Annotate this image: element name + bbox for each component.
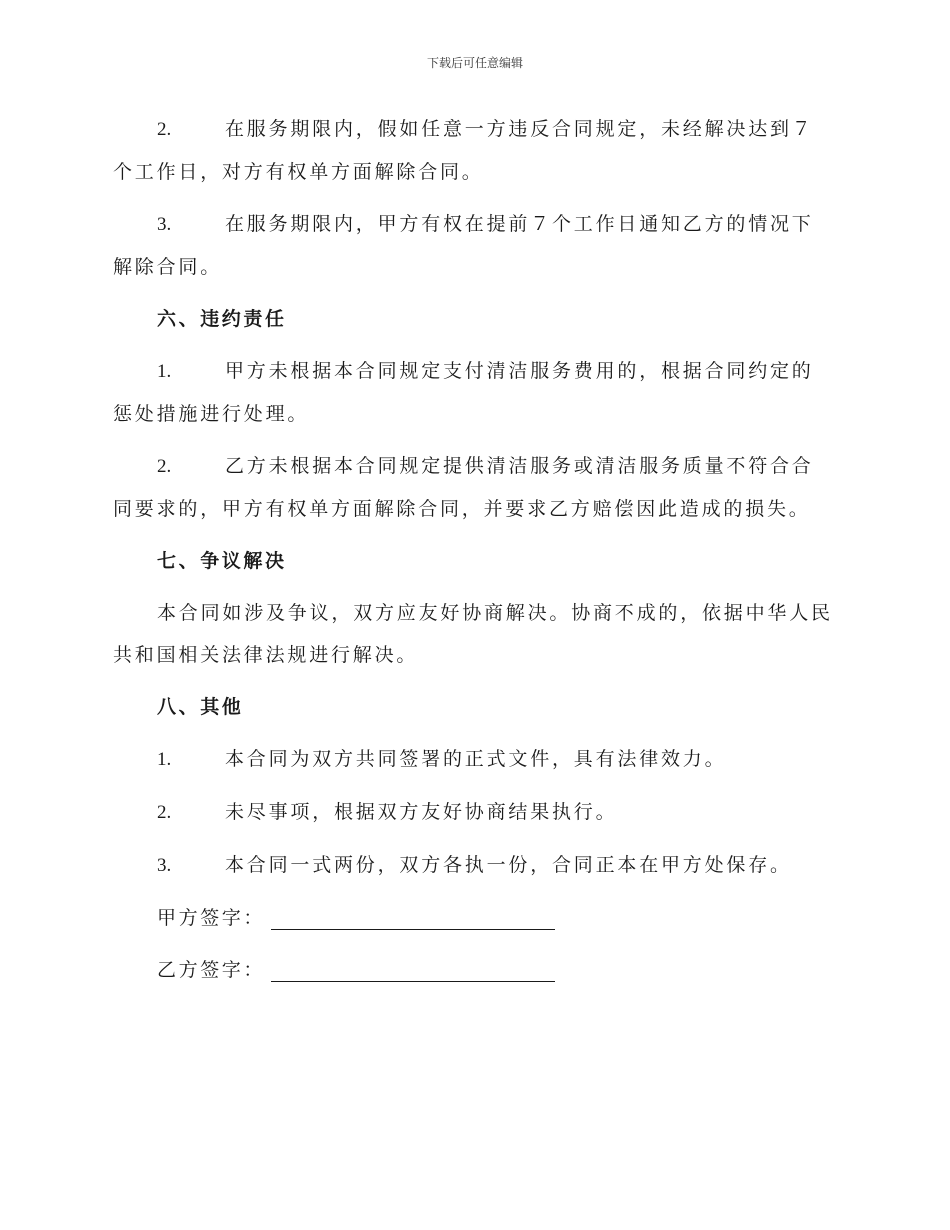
signature-line[interactable] xyxy=(271,959,555,982)
signature-line[interactable] xyxy=(271,907,555,930)
clause-text: 甲方未根据本合同规定支付清洁服务费用的，根据合同约定的惩处措施进行处理。 xyxy=(113,360,814,425)
page-header: 下载后可任意编辑 xyxy=(426,56,523,70)
signature-party-b xyxy=(113,949,833,991)
clause-number: 2. xyxy=(157,802,172,823)
signature-label: 甲方签字： xyxy=(157,907,266,929)
signature-party-a xyxy=(113,897,833,939)
clause-8-1 xyxy=(113,738,833,781)
clause-5-2 xyxy=(113,108,833,193)
clause-text: 本合同一式两份，双方各执一份，合同正本在甲方处保存。 xyxy=(225,854,792,876)
clause-text: 在服务期限内，假如任意一方违反合同规定，未经解决达到７个工作日，对方有权单方面解除合同。 xyxy=(113,118,814,183)
section-6-heading: 六、违约责任 xyxy=(157,308,287,330)
clause-number: 1. xyxy=(157,749,172,770)
section-7-text: 本合同如涉及争议，双方应友好协商解决。协商不成的，依据中华人民共和国相关法律法规进行解决。 xyxy=(113,602,833,666)
document-body xyxy=(113,108,833,1001)
clause-number: 2. xyxy=(157,456,172,477)
clause-6-1 xyxy=(113,350,833,435)
clause-6-2 xyxy=(113,445,833,530)
section-7-heading: 七、争议解决 xyxy=(157,550,287,572)
clause-number: 3. xyxy=(157,855,172,876)
clause-text: 乙方未根据本合同规定提供清洁服务或清洁服务质量不符合合同要求的，甲方有权单方面解除合同，并要求乙方赔偿因此造成的损失。 xyxy=(113,455,814,520)
clause-text: 在服务期限内，甲方有权在提前７个工作日通知乙方的情况下解除合同。 xyxy=(113,213,814,278)
clause-number: 2. xyxy=(157,119,172,140)
clause-5-3 xyxy=(113,203,833,288)
signature-label: 乙方签字： xyxy=(157,959,266,981)
clause-number: 3. xyxy=(157,214,172,235)
section-8-heading: 八、其他 xyxy=(157,696,244,718)
clause-number: 1. xyxy=(157,361,172,382)
clause-text: 未尽事项，根据双方友好协商结果执行。 xyxy=(225,801,618,823)
clause-8-3 xyxy=(113,844,833,887)
clause-8-2 xyxy=(113,791,833,834)
clause-text: 本合同为双方共同签署的正式文件，具有法律效力。 xyxy=(225,748,727,770)
